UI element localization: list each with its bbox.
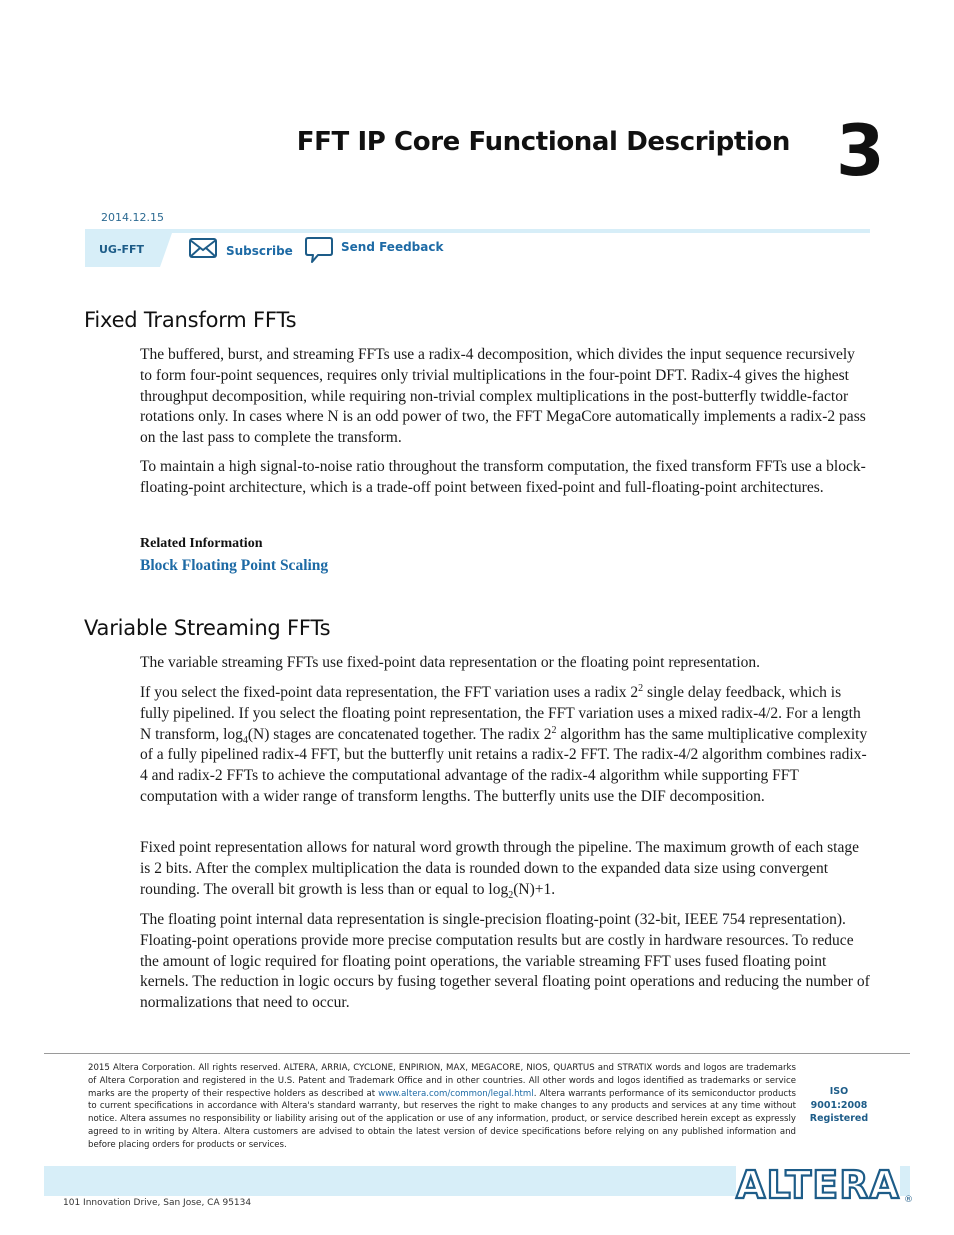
speech-bubble-icon[interactable] [304,236,334,269]
text-run: single delay feedback, which is fully pipelined. If you select the floating point representation, the FFT variation uses a mixed radix-4/2. For a length N transform, log [140,684,861,743]
legal-url-link[interactable]: www.altera.com/common/legal.html [378,1088,534,1099]
text-run: (N) stages are concatenated together. The radix 2 [247,725,552,743]
section-heading-fixed-transform: Fixed Transform FFTs [84,308,297,332]
altera-logo-text: ALTERA [736,1163,900,1206]
iso-badge [808,1085,870,1126]
legal-notice [88,1062,796,1152]
altera-logo [734,1162,914,1206]
paragraph: The variable streaming FFTs use fixed-point data representation or the floating point representation. [140,654,761,671]
chapter-number: 3 [836,110,885,192]
doc-code-tab-edge [160,233,172,267]
chapter-title: FFT IP Core Functional Description [296,127,790,157]
footer-divider [44,1053,910,1054]
text-run: If you select the fixed-point data representation, the FFT variation uses a radix 2 [140,684,639,701]
registered-mark: ® [904,1195,913,1205]
legal-text-run: 2015 Altera Corporation. All rights reserved. ALTERA, ARRIA, CYCLONE, ENPIRION, MAX, MEGACORE, NIOS, QUARTUS and STRATIX words and logos are trademarks of Altera Corporation and registered in the U.S. Patent and Trademark Office and in other countries. All other words and logos identified as trademarks or service marks are the property of their respective holders as described at [88,1063,796,1099]
block-floating-point-scaling-link[interactable]: Block Floating Point Scaling [140,557,329,574]
iso-line: Registered [809,1113,869,1124]
envelope-icon[interactable] [189,238,217,263]
paragraph [140,838,870,900]
text-run: (N)+1. [513,880,556,898]
paragraph: The buffered, burst, and streaming FFTs use a radix-4 decomposition, which divides the input sequence recursively to form four-point sequences, requires only trivial multiplications in the four-point DFT. Radix-4 gives the highest throughput decomposition, while requiring non-trivial complex multiplications in the post-butterfly twiddle-factor rotations only. In cases where N is an odd power of two, the FFT MegaCore automatically implements a radix-2 pass on the last pass to complete the transform. [140,346,866,447]
company-address: 101 Innovation Drive, San Jose, CA 95134 [63,1198,252,1208]
related-information-label: Related Information [140,536,263,551]
iso-line: 9001:2008 [810,1099,868,1111]
subscribe-link[interactable]: Subscribe [226,244,293,258]
doc-code: UG-FFT [99,243,145,256]
header-bar [85,229,870,267]
superscript: 2 [638,682,644,694]
subscript: 4 [242,734,248,746]
paragraph [140,683,870,808]
subscript: 2 [508,889,514,901]
text-run: Fixed point representation allows for natural word growth through the pipeline. The maximum growth of each stage is 2 bits. After the complex multiplication the data is rounded down to the expanded data size using convergent rounding. The overall bit growth is less than or equal to log [140,839,859,898]
superscript: 2 [551,724,557,736]
section-heading-variable-streaming: Variable Streaming FFTs [84,616,331,640]
paragraph: To maintain a high signal-to-noise ratio throughout the transform computation, the fixed transform FFTs use a block-floating-point architecture, which is a trade-off point between fixed-point and full-floating-point architectures. [140,458,866,496]
header-bar-line [85,229,870,233]
paragraph: The floating point internal data representation is single-precision floating-point (32-bit, IEEE 754 representation). Floating-point operations provide more precise computation results but are costly in hardware resources. To reduce the amount of logic required for floating point operations, the variable streaming FFT uses fused floating point kernels. The reduction in logic occurs by fusing together several floating point operations and reducing the number of normalizations that need to occur. [140,911,870,1012]
text-run: algorithm has the same multiplicative complexity of a fully pipelined radix-4 FFT, but the butterfly unit retains a radix-2 FFT. The radix-4/2 algorithm combines radix-4 and radix-2 FFTs to achieve the computational advantage of the radix-4 algorithm while supporting FFT computation with a wider range of transform lengths. The butterfly units use the DIF decomposition. [140,725,868,805]
document-date: 2014.12.15 [101,211,164,224]
legal-text-run: . Altera warrants performance of its semiconductor products to current specifications in accordance with Altera's standard warranty, but reserves the right to make changes to any products and services at any time without notice. Altera assumes no responsibility or liability arising out of the application or use of any information, product, or service described herein except as expressly agreed to in writing by Altera. Altera customers are advised to obtain the latest version of device specifications before relying on any published information and before placing orders for products or services. [88,1088,797,1150]
iso-line: ISO [829,1086,849,1097]
send-feedback-link[interactable]: Send Feedback [341,240,444,254]
